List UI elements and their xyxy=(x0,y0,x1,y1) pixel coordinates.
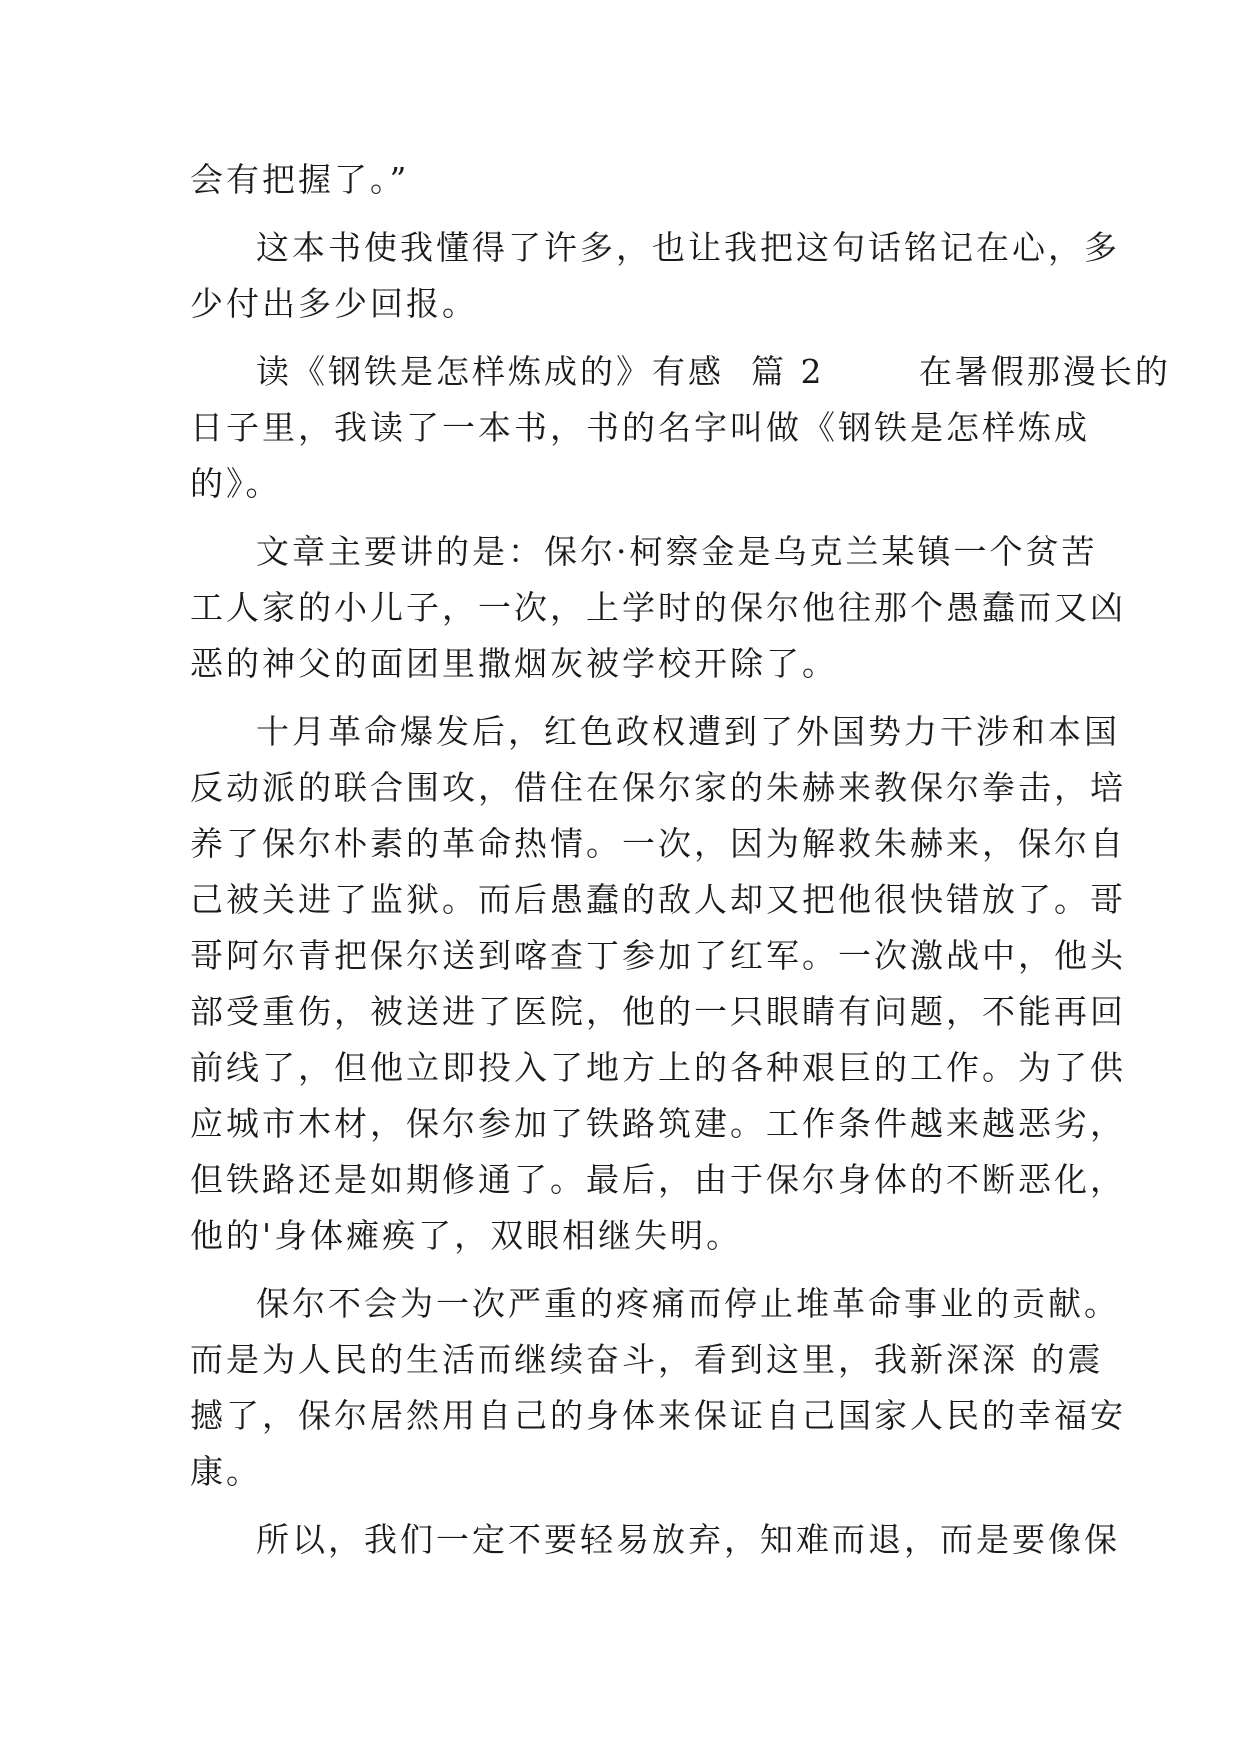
text-line: 所以，我们一定不要轻易放弃，知难而退，而是要像保 xyxy=(256,1520,1120,1559)
text-line: 但铁路还是如期修通了。最后，由于保尔身体的不断恶化， xyxy=(190,1160,1126,1199)
text-line: 养了保尔朴素的革命热情。一次，因为解救朱赫来，保尔自 xyxy=(190,824,1126,863)
text-line: 的》。 xyxy=(190,464,282,503)
text-line: 少付出多少回报。 xyxy=(190,284,478,323)
text-line: 读《钢铁是怎样炼成的》有感 篇 2 在暑假那漫长的 xyxy=(256,352,1171,391)
text-line: 文章主要讲的是：保尔·柯察金是乌克兰某镇一个贫苦 xyxy=(256,532,1098,571)
text-line: 工人家的小儿子，一次，上学时的保尔他往那个愚蠢而又凶 xyxy=(190,588,1126,627)
text-line: 会有把握了。” xyxy=(190,160,410,199)
text-line: 他的'身体瘫痪了，双眼相继失明。 xyxy=(190,1216,743,1255)
text-line: 日子里，我读了一本书，书的名字叫做《钢铁是怎样炼成 xyxy=(190,408,1090,447)
text-line: 部受重伤，被送进了医院，他的一只眼睛有问题，不能再回 xyxy=(190,992,1126,1031)
text-line: 哥阿尔青把保尔送到喀查丁参加了红军。一次激战中，他头 xyxy=(190,936,1126,975)
text-line: 康。 xyxy=(190,1452,262,1491)
text-line: 前线了，但他立即投入了地方上的各种艰巨的工作。为了供 xyxy=(190,1048,1126,1087)
text-line: 己被关进了监狱。而后愚蠢的敌人却又把他很快错放了。哥 xyxy=(190,880,1126,919)
text-line: 保尔不会为一次严重的疼痛而停止堆革命事业的贡献。 xyxy=(256,1284,1120,1323)
text-line: 撼了，保尔居然用自己的身体来保证自己国家人民的幸福安 xyxy=(190,1396,1126,1435)
text-line: 应城市木材，保尔参加了铁路筑建。工作条件越来越恶劣， xyxy=(190,1104,1126,1143)
text-line: 十月革命爆发后，红色政权遭到了外国势力干涉和本国 xyxy=(256,712,1120,751)
text-line: 而是为人民的生活而继续奋斗，看到这里，我新深深 的震 xyxy=(190,1340,1104,1379)
text-line: 恶的神父的面团里撒烟灰被学校开除了。 xyxy=(190,644,838,683)
text-line: 反动派的联合围攻，借住在保尔家的朱赫来教保尔拳击，培 xyxy=(190,768,1126,807)
text-line: 这本书使我懂得了许多，也让我把这句话铭记在心，多 xyxy=(256,228,1120,267)
